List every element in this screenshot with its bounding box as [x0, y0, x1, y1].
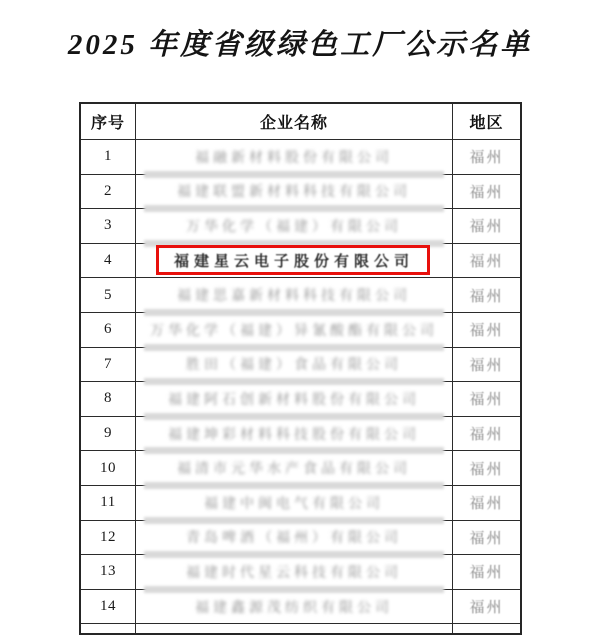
- table-row: [81, 140, 520, 175]
- company-name-redacted: 福清市元华水产食品有限公司: [177, 462, 411, 478]
- redaction-smudge: [144, 344, 444, 351]
- row-number: 1: [104, 148, 112, 165]
- company-cell: [136, 140, 453, 174]
- header-label-no: 序号: [90, 115, 125, 132]
- company-cell: [136, 209, 453, 243]
- row-number-cell: [81, 555, 136, 589]
- company-name-redacted: 万华化学（福建）异氰酸酯有限公司: [150, 323, 438, 339]
- row-number: 6: [104, 321, 112, 338]
- company-name-redacted: 万华化学（福建）有限公司: [186, 219, 402, 235]
- table-row: [81, 313, 520, 348]
- company-name-redacted: 福建思嘉新材料科技有限公司: [177, 289, 411, 305]
- document-title: 2025 年度省级绿色工厂公示名单: [67, 29, 533, 61]
- company-cell: [136, 624, 453, 635]
- row-number-cell: [81, 278, 136, 312]
- row-number-cell: [81, 486, 136, 520]
- company-name: 福建星云电子股份有限公司: [173, 254, 414, 271]
- region-value: 福州: [469, 150, 504, 167]
- company-cell: [136, 590, 453, 624]
- row-number-cell: [81, 451, 136, 485]
- row-number-cell: [81, 521, 136, 555]
- company-name-redacted: 福建联盟新材料科技有限公司: [177, 185, 411, 201]
- row-number: 3: [104, 217, 112, 234]
- table-row: [81, 451, 520, 486]
- row-number-cell: [81, 348, 136, 382]
- row-number-cell: [81, 140, 136, 174]
- region-value: 福州: [469, 496, 504, 513]
- company-cell: [136, 417, 453, 451]
- region-cell: [453, 382, 520, 416]
- region-cell: [453, 624, 520, 635]
- row-number: 12: [100, 528, 116, 545]
- region-value: 福州: [469, 392, 504, 409]
- table-row: [81, 348, 520, 383]
- region-value: 福州: [469, 357, 504, 374]
- company-name-redacted: 胜田（福建）食品有限公司: [186, 358, 402, 374]
- table-row: [81, 175, 520, 210]
- row-number: 7: [104, 355, 112, 372]
- table-row: [81, 521, 520, 556]
- region-cell: [453, 451, 520, 485]
- region-cell: [453, 417, 520, 451]
- region-cell: [453, 140, 520, 174]
- region-cell: [453, 175, 520, 209]
- row-number: 13: [100, 563, 116, 580]
- company-name-redacted: 福建阿石创新材料股份有限公司: [168, 392, 420, 408]
- row-number-cell: [81, 209, 136, 243]
- row-number: 10: [100, 459, 116, 476]
- redaction-smudge: [144, 482, 444, 489]
- row-number-cell: [81, 382, 136, 416]
- table-row-clipped: [81, 624, 520, 635]
- region-value: 福州: [469, 184, 504, 201]
- row-number: 2: [104, 182, 112, 199]
- table-row: [81, 555, 520, 590]
- redaction-smudge: [144, 413, 444, 420]
- row-number-cell: [81, 590, 136, 624]
- row-number: 4: [104, 252, 112, 269]
- table-row: [81, 486, 520, 521]
- region-cell: [453, 555, 520, 589]
- region-cell: [453, 348, 520, 382]
- redaction-smudge: [144, 586, 444, 593]
- company-cell: [136, 348, 453, 382]
- redaction-smudge: [144, 517, 444, 524]
- header-cell-company: [136, 104, 453, 139]
- company-cell: [136, 278, 453, 312]
- redaction-smudge: [144, 205, 444, 212]
- table-row: [81, 278, 520, 313]
- redaction-smudge: [144, 171, 444, 178]
- region-value: 福州: [469, 461, 504, 478]
- region-cell: [453, 278, 520, 312]
- company-cell: [136, 313, 453, 347]
- table-row: [81, 590, 520, 625]
- header-label-company: 企业名称: [259, 115, 328, 132]
- table-header-row: [81, 104, 520, 140]
- row-number: 11: [100, 494, 116, 511]
- company-name-redacted: 福建中闽电气有限公司: [204, 496, 384, 512]
- company-name-redacted: 青岛啤酒（福州）有限公司: [186, 531, 402, 547]
- company-name-redacted: 福建坤彩材料科技股份有限公司: [168, 427, 420, 443]
- company-name-redacted: 福融新材料股份有限公司: [195, 150, 393, 166]
- company-cell: [136, 175, 453, 209]
- row-number: 8: [104, 390, 112, 407]
- region-value: 福州: [469, 323, 504, 340]
- region-value: 福州: [469, 288, 504, 305]
- row-number-cell: [81, 244, 136, 278]
- company-name-redacted: 福建时代星云科技有限公司: [186, 565, 402, 581]
- redaction-smudge: [144, 309, 444, 316]
- row-number: 5: [104, 286, 112, 303]
- row-number-cell: [81, 624, 136, 635]
- region-cell: [453, 244, 520, 278]
- redaction-smudge: [144, 378, 444, 385]
- row-number: 9: [104, 425, 112, 442]
- company-name-redacted: 福建鑫源茂纺织有限公司: [195, 600, 393, 616]
- table-row: [81, 209, 520, 244]
- redaction-smudge: [144, 447, 444, 454]
- region-cell: [453, 590, 520, 624]
- green-factory-table: [79, 102, 522, 635]
- region-cell: [453, 209, 520, 243]
- region-value: 福州: [469, 600, 504, 617]
- region-value: 福州: [469, 427, 504, 444]
- company-cell: [136, 451, 453, 485]
- region-value: 福州: [469, 254, 504, 271]
- row-number-cell: [81, 417, 136, 451]
- table-row-highlighted: [81, 244, 520, 279]
- header-label-region: 地区: [469, 115, 504, 132]
- redaction-smudge: [144, 551, 444, 558]
- highlight-box: [156, 245, 430, 276]
- region-cell: [453, 521, 520, 555]
- region-cell: [453, 313, 520, 347]
- header-cell-region: [453, 104, 520, 139]
- row-number: 14: [100, 598, 116, 615]
- region-value: 福州: [469, 565, 504, 582]
- table-row: [81, 382, 520, 417]
- header-cell-no: [81, 104, 136, 139]
- region-value: 福州: [469, 219, 504, 236]
- company-cell: [136, 244, 453, 278]
- region-value: 福州: [469, 530, 504, 547]
- company-cell: [136, 521, 453, 555]
- row-number-cell: [81, 175, 136, 209]
- company-cell: [136, 555, 453, 589]
- row-number-cell: [81, 313, 136, 347]
- region-cell: [453, 486, 520, 520]
- company-cell: [136, 486, 453, 520]
- table-row: [81, 417, 520, 452]
- company-cell: [136, 382, 453, 416]
